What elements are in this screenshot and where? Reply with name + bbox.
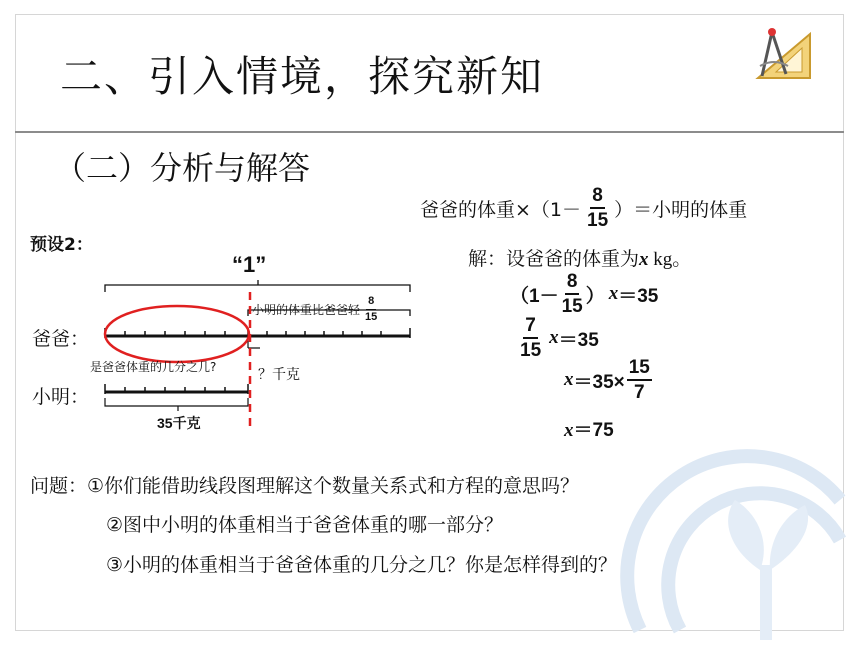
questions-block: [30, 471, 579, 498]
title-divider: [15, 131, 844, 133]
question-3: ③小明的体重相当于爸爸体重的几分之几？你是怎样得到的？: [106, 554, 618, 576]
solve-step-3: x ＝35× $\frac{15}{7}$: [564, 357, 650, 403]
ming-segment: [105, 384, 248, 394]
solve-step-2: $\frac{7}{15}$ x ＝35: [520, 315, 599, 361]
question-note: 是爸爸体重的几分之几?: [90, 360, 217, 374]
relation-suffix: ）＝小明的体重: [614, 198, 748, 221]
preset-label: 预设2：: [30, 235, 93, 255]
unknown-kg-label: ？千克: [258, 367, 300, 383]
dad-label: 爸爸：: [32, 328, 90, 350]
relation-equation: [420, 186, 747, 230]
whole-label: “1”: [232, 252, 267, 277]
whole-brace: [105, 285, 410, 292]
compass-ruler-icon: [752, 26, 814, 84]
question-2: ②图中小明的体重相当于爸爸体重的哪一部分？: [106, 514, 504, 536]
solve-step-4: x＝75: [564, 420, 614, 441]
lighter-note: 小明的体重比爸爸轻 $\frac{8}{15}$: [252, 295, 378, 323]
relation-fraction: $\frac{8}{15}$: [587, 185, 609, 231]
questions-prefix: 问题：: [30, 475, 88, 497]
page-title: 二、引入情境，探究新知: [60, 52, 545, 101]
solve-step-1: （1－ $\frac{8}{15}$ ） x ＝35: [510, 271, 659, 317]
segment-diagram: [100, 270, 420, 430]
solve-intro: 解：设爸爸的体重为x kg。: [468, 248, 692, 270]
relation-prefix: 爸爸的体重×（1－: [420, 198, 582, 221]
ming-kg-label: 35千克: [157, 415, 201, 431]
question-1: ①你们能借助线段图理解这个数量关系式和方程的意思吗？: [87, 475, 580, 497]
red-ellipse-highlight: [105, 306, 249, 362]
sprout-watermark-icon: [610, 440, 850, 640]
ming-label: 小明：: [32, 386, 90, 408]
section-subtitle: （二）分析与解答: [54, 149, 311, 187]
dad-segment: [105, 328, 410, 338]
